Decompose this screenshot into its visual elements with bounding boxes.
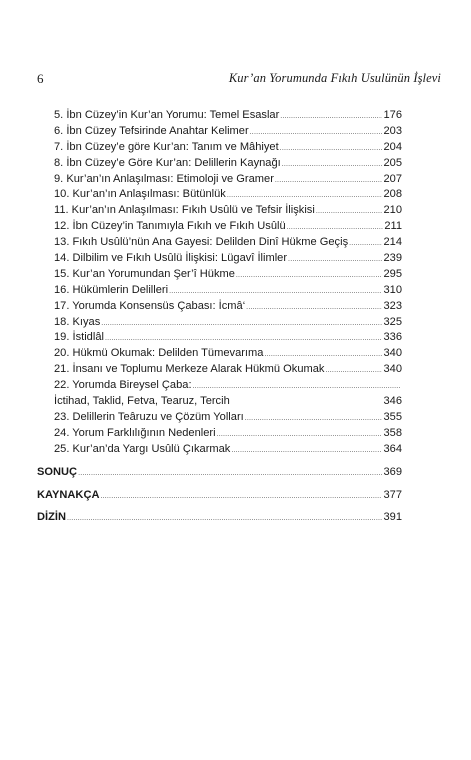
toc-entry: [54, 346, 402, 362]
dot-leader: [316, 204, 383, 220]
page-number: 6: [37, 71, 44, 86]
toc-entry-title: 10. Kur’an’ın Anlaşılması: Bütünlük: [54, 188, 226, 201]
dot-leader: [236, 268, 383, 284]
dot-leader: [193, 379, 401, 395]
toc-back-title: DİZİN: [37, 511, 66, 524]
dot-leader: [217, 427, 383, 443]
toc-entry-page: 208: [383, 188, 402, 201]
back-matter: [37, 461, 402, 529]
toc-entry-title: 13. Fıkıh Usûlü’nün Ana Gayesi: Delilden Dinî Hükme Geçiş: [54, 236, 349, 249]
toc-entry: [54, 283, 402, 299]
toc-entry-page: 205: [383, 156, 402, 169]
toc-entry-page: 346: [383, 395, 402, 408]
dot-leader: [287, 220, 384, 236]
toc-entry-page: 340: [383, 363, 402, 376]
toc-entry-title: 9. Kur’an’ın Anlaşılması: Etimoloji ve Gramer: [54, 172, 274, 185]
toc-entry-title: 6. İbn Cüzey Tefsirinde Anahtar Kelimer: [54, 124, 249, 137]
toc-entry-page: 364: [383, 442, 402, 455]
toc-entry-page: 355: [383, 410, 402, 423]
toc-entry: [54, 219, 402, 235]
toc-entry: [54, 426, 402, 442]
toc-entry: [54, 299, 402, 315]
toc-entry-page: 214: [383, 236, 402, 249]
toc-back-page: 369: [383, 466, 402, 478]
toc-entry-title: 5. İbn Cüzey’in Kur’an Yorumu: Temel Esaslar: [54, 109, 280, 121]
toc-entry: [54, 251, 402, 267]
toc-entry: [54, 108, 402, 124]
toc-entry-title: 21. İnsanı ve Toplumu Merkeze Alarak Hükmü Okumak: [54, 363, 325, 376]
toc-entry-title: 23. Delillerin Teâruzu ve Çözüm Yolları: [54, 410, 244, 423]
toc-entry: [54, 362, 402, 378]
toc-back-page: 391: [383, 511, 402, 524]
toc-entry-title: İctihad, Taklid, Fetva, Tearuz, Tercih: [54, 395, 230, 408]
toc-entry-title: 24. Yorum Farklılığının Nedenleri: [54, 426, 216, 439]
toc-entry-page: 203: [383, 124, 402, 137]
toc-entry-title: 12. İbn Cüzey’in Tanımıyla Fıkıh ve Fıkıh Usûlü: [54, 220, 286, 233]
toc-entry: [54, 330, 402, 346]
toc-entry-title: 16. Hükümlerin Delilleri: [54, 283, 169, 296]
page-header: [37, 71, 441, 89]
toc-entry: [54, 235, 402, 251]
toc-entry: [54, 315, 402, 331]
toc-entry: [54, 378, 402, 394]
toc-entry-title: 17. Yorumda Konsensüs Çabası: İcmâ‘: [54, 299, 246, 312]
toc-entry: [54, 124, 402, 140]
dot-leader: [169, 284, 382, 300]
dot-leader: [275, 173, 383, 189]
toc-entry: [54, 203, 402, 219]
toc-entry: [54, 140, 402, 156]
dot-leader: [78, 463, 382, 486]
toc-entry-page: 358: [383, 426, 402, 439]
toc-entry-page: 207: [383, 172, 402, 185]
toc-back-title: SONUÇ: [37, 466, 78, 478]
table-of-contents: [54, 108, 402, 458]
toc-entry: [54, 267, 402, 283]
toc-entry: [54, 172, 402, 188]
toc-back-title: KAYNAKÇA: [37, 488, 100, 501]
dot-leader: [282, 157, 383, 173]
toc-entry-page: 336: [383, 331, 402, 344]
toc-entry-title: 20. Hükmü Okumak: Delilden Tümevarıma: [54, 347, 264, 360]
dot-leader: [100, 486, 382, 509]
toc-entry-title: 25. Kur’an’da Yargı Usûlü Çıkarmak: [54, 442, 231, 455]
toc-entry: [54, 394, 402, 410]
dot-leader: [246, 300, 382, 316]
dot-leader: [288, 252, 382, 268]
toc-entry-page: 295: [383, 267, 402, 280]
toc-entry-page: 239: [383, 252, 402, 265]
toc-entry-page: 210: [383, 204, 402, 217]
toc-entry: [54, 187, 402, 203]
toc-entry-page: 211: [384, 220, 402, 233]
dot-leader: [227, 188, 383, 204]
toc-back-entry: [37, 506, 402, 529]
toc-back-page: 377: [383, 488, 402, 501]
toc-entry-title: 8. İbn Cüzey’e Göre Kur’an: Delillerin Kaynağı: [54, 156, 281, 169]
toc-entry-title: 19. İstidlâl: [54, 331, 104, 344]
toc-back-entry: [37, 484, 402, 507]
toc-entry-title: 18. Kıyas: [54, 315, 101, 328]
toc-entry: [54, 442, 402, 458]
dot-leader: [349, 236, 382, 252]
toc-entry-title: 7. İbn Cüzey’e göre Kur’an: Tanım ve Mâhiyet: [54, 140, 279, 153]
dot-leader: [231, 443, 382, 459]
toc-entry-page: 204: [383, 140, 402, 153]
dot-leader: [264, 347, 382, 363]
dot-leader: [280, 109, 382, 125]
toc-entry-title: 14. Dilbilim ve Fıkıh Usûlü İlişkisi: Lügavî İlimler: [54, 252, 288, 265]
toc-entry-title: 15. Kur’an Yorumundan Şer’î Hükme: [54, 267, 235, 280]
dot-leader: [67, 508, 383, 531]
toc-back-entry: [37, 461, 402, 484]
toc-entry: [54, 156, 402, 172]
dot-leader: [105, 331, 383, 347]
toc-entry-page: 340: [383, 347, 402, 360]
toc-entry-page: 310: [383, 283, 402, 296]
running-title: Kur’an Yorumunda Fıkıh Usulünün İşlevi: [228, 71, 441, 85]
toc-entry: [54, 410, 402, 426]
dot-leader: [280, 141, 383, 157]
dot-leader: [325, 363, 382, 379]
toc-entry-title: 11. Kur’an’ın Anlaşılması: Fıkıh Usûlü ve Tefsir İlişkisi: [54, 204, 315, 217]
dot-leader: [101, 316, 382, 332]
toc-entry-page: 325: [383, 315, 402, 328]
dot-leader: [250, 125, 383, 141]
toc-entry-page: 323: [383, 299, 402, 312]
toc-entry-page: 176: [383, 109, 402, 121]
dot-leader: [245, 411, 383, 427]
toc-entry-title: 22. Yorumda Bireysel Çaba:: [54, 379, 192, 392]
